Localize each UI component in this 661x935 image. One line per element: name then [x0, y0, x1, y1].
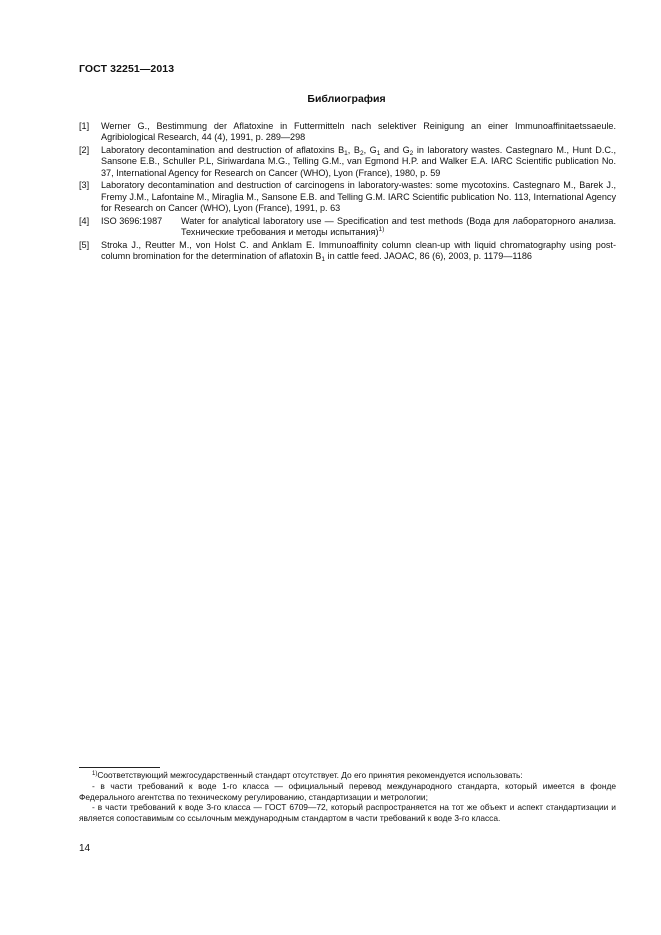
bibliography-list [79, 121, 616, 264]
reference-text-part: , B [347, 145, 360, 156]
reference-standard-code: ISO 3696:1987 [101, 215, 163, 226]
reference-item [79, 145, 616, 179]
reference-text-part: in cattle feed. JAOAC, 86 (6), 2003, p. 1179—1186 [325, 251, 532, 262]
subscript: 1 [321, 256, 326, 264]
subscript: 1 [376, 150, 381, 158]
footnote [79, 770, 616, 824]
reference-number: [3] [79, 180, 90, 191]
reference-text-part: Laboratory decontamination and destruction of aflatoxins B [101, 145, 345, 156]
reference-number: [2] [79, 145, 90, 156]
reference-item [79, 240, 616, 263]
subscript: 1 [344, 150, 348, 158]
footnote-line: - в части требований к воде 1-го класса — официальный перевод международного стандарта, который имеется в фонде Федерального агентства по техническому регулированию, стандартизации и метрологии; [79, 780, 616, 802]
subscript: 2 [409, 150, 414, 158]
footnote-line: - в части требований к воде 3-го класса — ГОСТ 6709—72, который распространяется на тот же объект и аспект стандартизации и является сопоставимым со ссылочным международным стандартом в части требований к воде 3-го класса. [79, 802, 616, 824]
reference-item [79, 180, 616, 214]
reference-text-part: and G [380, 145, 410, 156]
footnote-text: Соответствующий межгосударственный стандарт отсутствует. До его принятия рекомендуется использовать: [97, 770, 523, 780]
reference-number: [5] [79, 239, 90, 250]
reference-item [79, 216, 616, 239]
bibliography-title: Библиография [307, 93, 386, 105]
reference-text: Werner G., Bestimmung der Aflatoxine in Futtermitteln nach selektiver Reinigung an einer Immunoaffinitaetssaeule. Agribiological Research, 44 (4), 1991, p. 289—298 [101, 121, 616, 143]
reference-text-part: Stroka J., Reutter M., von Holst C. and Anklam E. Immunoaffinity column clean-up with liquid chromatography using post-column bromination for the determination of aflatoxin B [101, 239, 616, 262]
page-number: 14 [79, 843, 91, 854]
reference-number: [4] [79, 215, 90, 226]
subscript: 2 [359, 150, 364, 158]
reference-text: Water for analytical laboratory use — Specification and test methods (Вода для лабораторного анализа. Технические требования и методы испытания) [181, 215, 616, 238]
footnote-line [79, 770, 616, 781]
footnote-mark: 1) [92, 771, 98, 777]
document-header: ГОСТ 32251—2013 [79, 63, 175, 75]
footnote-reference-mark: 1) [378, 226, 385, 234]
reference-item [79, 121, 616, 144]
reference-text-part: , G [363, 145, 377, 156]
reference-number: [1] [79, 121, 90, 131]
reference-text-part: in laboratory wastes. Castegnaro M., Hunt D.C., Sansone E.B., Schuller P.L, Siriwardana M.G., Telling G.M., van Egmond H.P. and Walker E.A. IARC Scientific publication No. 37, International Agency for Research on Cancer (WHO), Lyon (France), 1980, p. 59 [101, 145, 616, 178]
reference-text: Laboratory decontamination and destruction of carcinogens in laboratory-wastes: some mycotoxins. Castegnaro M., Barek J., Fremy J.M., Lafontaine M., Miraglia M., Sansone E.B. and Telling G.M. IARC Scientific publication No. 113, International Agency for Research on Cancer (WHO), Lyon (France), 1991, p. 63 [101, 180, 616, 214]
footnote-divider [79, 767, 160, 768]
